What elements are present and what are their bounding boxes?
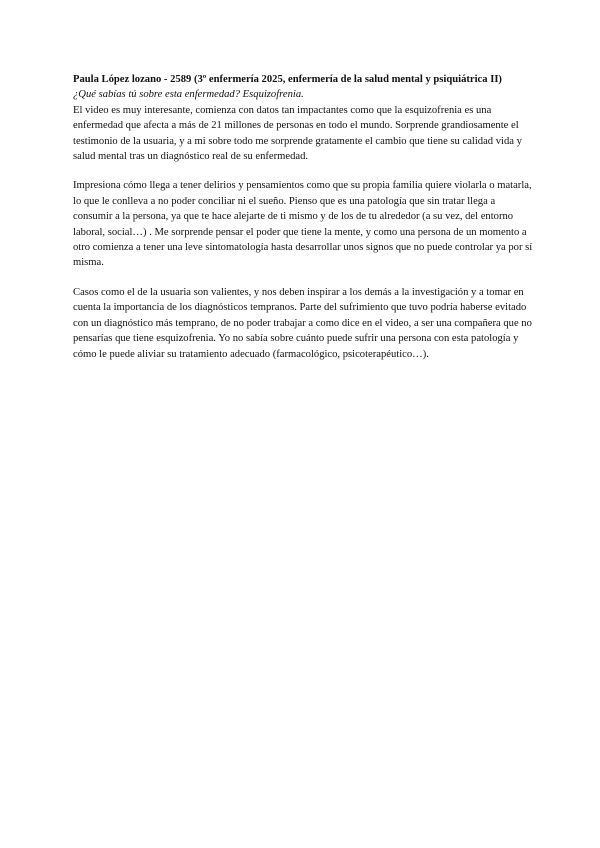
paragraph-3: Casos como el de la usuaria son valientes, y nos deben inspirar a los demás a la investigación y a tomar en cuenta la importancia de los diagnósticos tempranos. Parte del sufrimiento que tuvo podría haberse evitado con un diagnóstico más temprano, de no poder trabajar a como dice en el video, a ser una compañera que no pensarías que tiene esquizofrenia. Yo no sabía sobre cuánto puede sufrir una persona con esta patología y cómo le puede aliviar su tratamiento adecuado (farmacológico, psicoterapéutico…). [73, 286, 532, 360]
document-heading: Paula López lozano - 2589 (3º enfermería 2025, enfermería de la salud mental y psiquiátrica II) [73, 74, 502, 85]
document-page [73, 72, 533, 376]
document-question: ¿Qué sabías tú sobre esta enfermedad? Esquizofrenia. [73, 89, 304, 101]
paragraph-1: El video es muy interesante, comienza con datos tan impactantes como que la esquizofrenia es una enfermedad que afecta a más de 21 millones de personas en todo el mundo. Sorprende grandiosamente el testimonio de la usuaria, y a mi sobre todo me sorprende gratamente el cambio que tiene su calidad vida y salud mental tras un diagnóstico real de su enfermedad. [73, 104, 522, 163]
paragraph-2: Impresiona cómo llega a tener delirios y pensamientos como que su propia familia quiere violarla o matarla, lo que le conlleva a no poder conciliar ni el sueño. Pienso que es una patología que sin tratar llega a consumir a la persona, ya que te hace alejarte de ti mismo y de los de tu alrededor (a su vez, del entorno laboral, social…) . Me sorprende pensar el poder que tiene la mente, y como una persona de un momento a otro comienza a tener una leve sintomatología hasta desarrollar unos signos que no puede controlar ya por sí misma. [73, 180, 533, 269]
